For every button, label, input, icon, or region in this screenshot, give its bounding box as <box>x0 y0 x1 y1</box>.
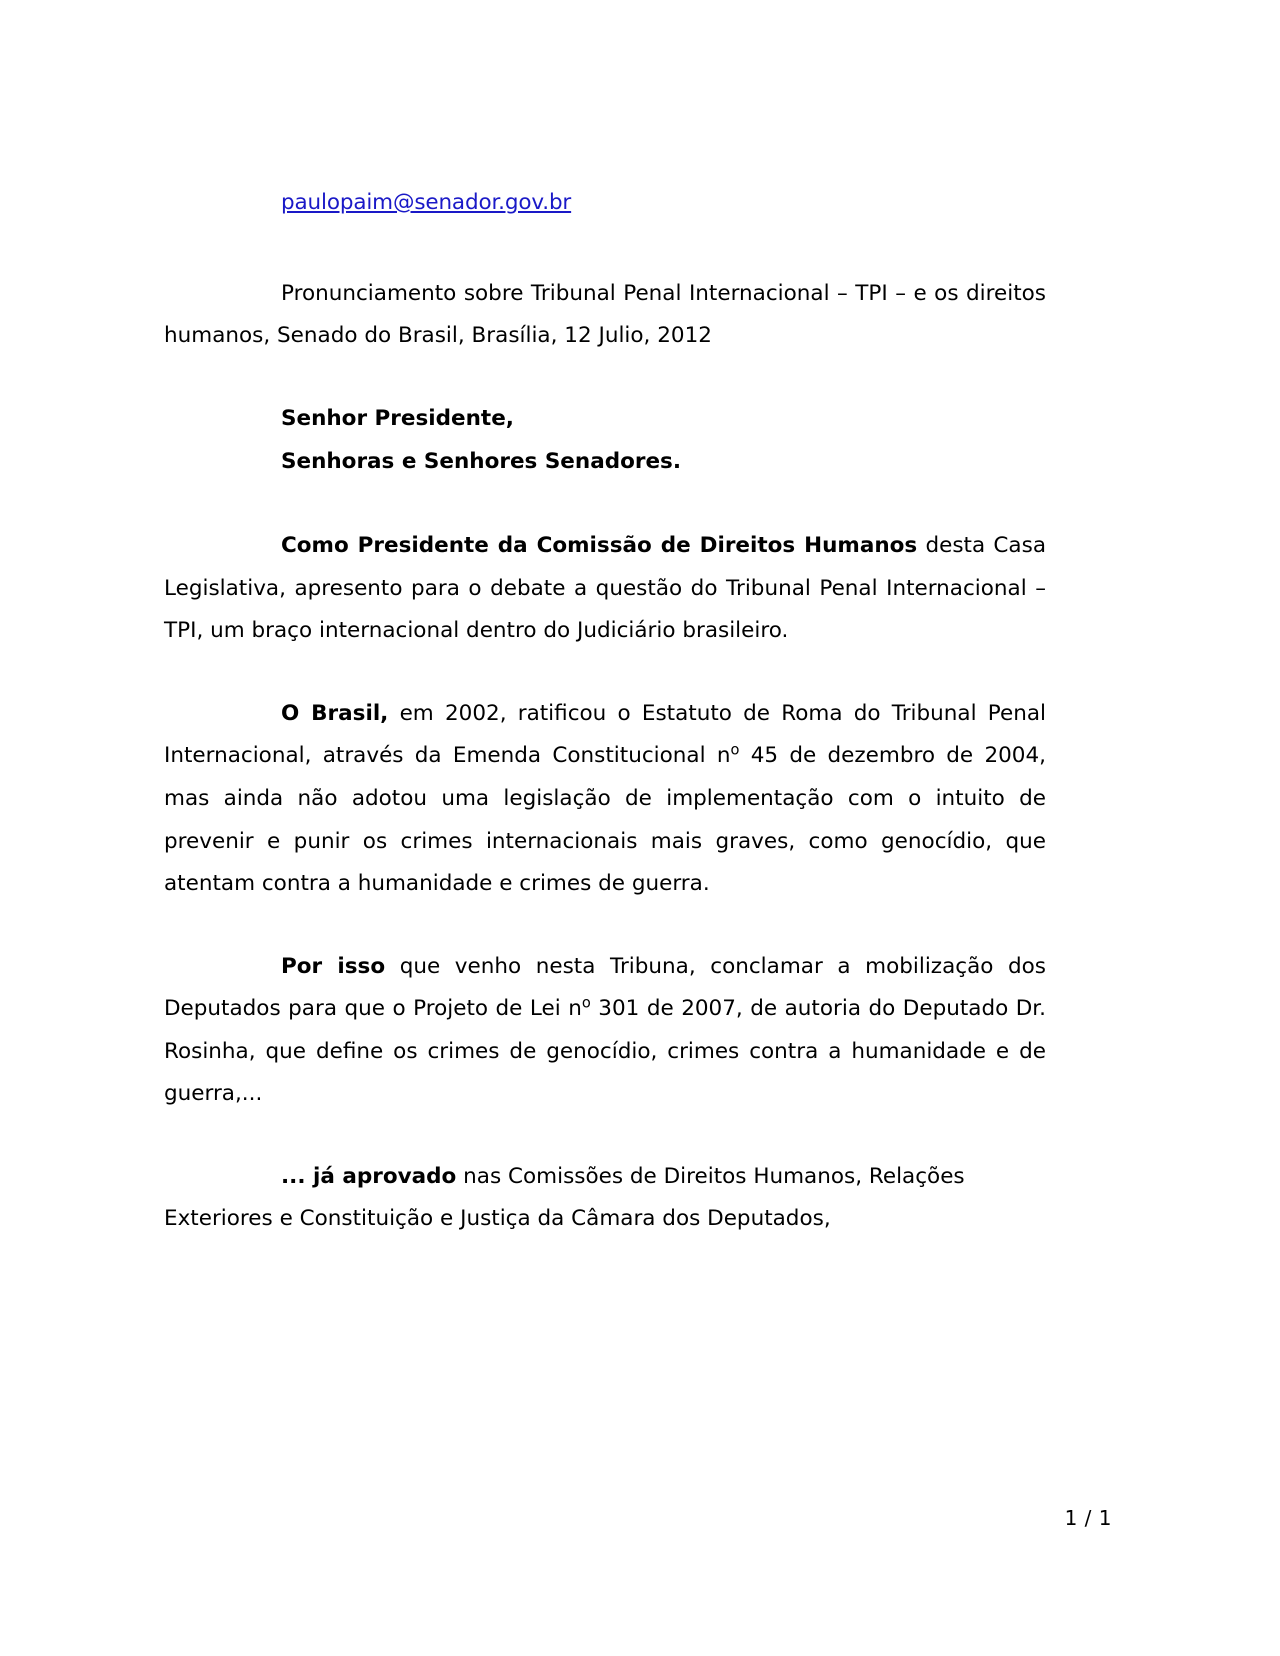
heading-paragraph: Pronunciamento sobre Tribunal Penal Internacional – TPI – e os direitos humanos, Senado do Brasil, Brasília, 12 Julio, 2012 <box>164 280 1046 349</box>
paragraph-por-isso <box>164 946 1046 1116</box>
page-number: 1 / 1 <box>1064 1506 1112 1530</box>
paragraph-lead: ... já aprovado <box>281 1163 457 1189</box>
paragraph-text-before-ordinal: que venho nesta Tribuna, conclamar a mobilização dos Deputados para que o Projeto de Lei n <box>164 953 1046 1022</box>
paragraph-comissao-direitos-humanos <box>164 525 1046 653</box>
paragraph-lead: Por isso <box>281 953 386 979</box>
email-link[interactable]: paulopaim@senador.gov.br <box>281 190 572 215</box>
paragraph-text: desta Casa Legislativa, apresento para o debate a questão do Tribunal Penal Internacional – TPI, um braço internacional dentro do Judiciário brasileiro. <box>164 533 1046 644</box>
ordinal-indicator: o <box>730 741 740 759</box>
paragraph-o-brasil <box>164 693 1046 906</box>
salutation-line-president: Senhor Presidente, <box>281 406 514 431</box>
paragraph-text-before-ordinal: em 2002, ratificou o Estatuto de Roma do Tribunal Penal Internacional, através da Emenda Constitucional n <box>164 700 1046 769</box>
salutation-block <box>164 398 1046 483</box>
document-body <box>164 190 1046 1281</box>
salutation-line-senators: Senhoras e Senhores Senadores. <box>281 448 682 474</box>
paragraph-text-after-ordinal: 45 de dezembro de 2004, mas ainda não adotou uma legislação de implementação com o intuito de prevenir e punir os crimes internacionais mais graves, como genocídio, que atentam contra a humanidade e crimes de guerra. <box>164 743 1046 897</box>
paragraph-text: nas Comissões de Direitos Humanos, Relações Exteriores e Constituição e Justiça da Câmara dos Deputados, <box>164 1163 965 1232</box>
paragraph-lead: Como Presidente da Comissão de Direitos Humanos <box>281 533 918 559</box>
paragraph-lead: O Brasil, <box>281 700 389 726</box>
email-line <box>164 190 1046 217</box>
ordinal-indicator: o <box>581 994 591 1012</box>
paragraph-text-after-ordinal: 301 de 2007, de autoria do Deputado Dr. Rosinha, que define os crimes de genocídio, crimes contra a humanidade e de guerra,... <box>164 996 1047 1107</box>
paragraph-ja-aprovado <box>164 1156 1046 1241</box>
